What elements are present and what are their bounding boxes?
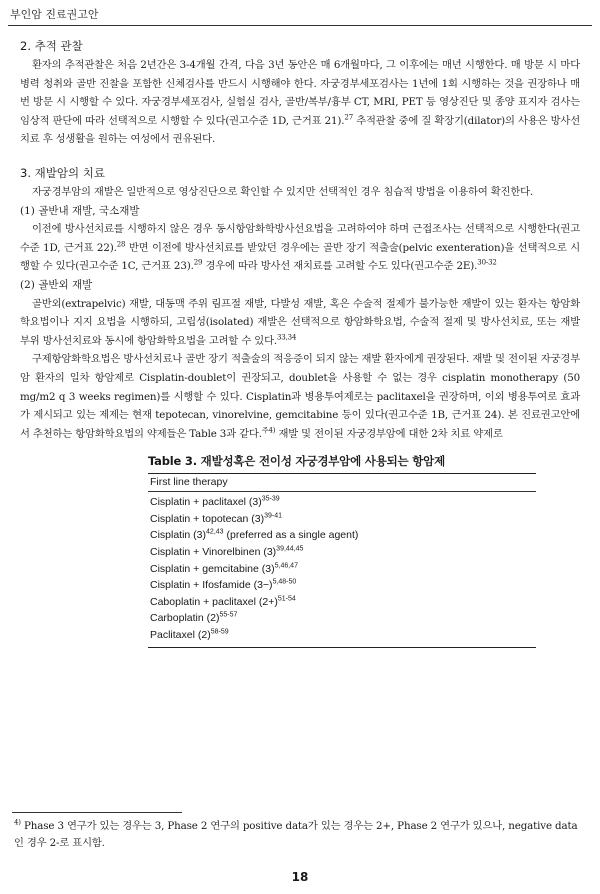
citation: 58-59 bbox=[210, 628, 229, 636]
footnote: $^{4)}$ Phase 3 연구가 있는 경우는 3, Phase 2 연구의 positive data가 있는 경우는 2+, Phase 2 연구가 있으나, negative data인 경우 2-로 표시함. bbox=[14, 818, 578, 849]
section-heading-recurrence: 3. 재발암의 치료 bbox=[20, 165, 105, 180]
section-heading-follow-up: 2. 추적 관찰 bbox=[20, 39, 83, 53]
table-caption: Table 3. 재발성혹은 전이성 자궁경부암에 사용되는 항암제 bbox=[148, 454, 445, 469]
citation: 5,46,47 bbox=[274, 562, 298, 570]
table-row bbox=[150, 494, 536, 511]
table-row bbox=[150, 561, 536, 578]
citation: 28 bbox=[116, 240, 126, 249]
citation: 42,43 bbox=[206, 528, 224, 536]
table-rule bbox=[148, 647, 536, 648]
table-row bbox=[150, 594, 536, 611]
drug-regimen: Carboplatin (2) bbox=[150, 612, 220, 625]
citation: 30-32 bbox=[477, 258, 497, 267]
header-rule bbox=[8, 25, 592, 26]
drug-regimen: Paclitaxel (2) bbox=[150, 629, 211, 642]
table-3 bbox=[148, 453, 536, 647]
table-row bbox=[150, 610, 536, 627]
body-content bbox=[20, 36, 580, 648]
citation: 55-57 bbox=[219, 611, 238, 619]
table-body bbox=[148, 492, 536, 646]
extrapelvic-paragraph: 골반외(extrapelvic) 재발, 대동맥 주위 림프절 재발, 다발성 재발, 혹은 수술적 절제가 불가능한 재발이 있는 환자는 항암화학요법이나 지지 요법을 시행하되, 고립성(isolated) 재발은 선택적으로 항암화학요법, 수술적 절제 및 방사선치료, 또는 재발 부위 방사선치료와 동시에 항암화학요법을 고려할 수 있다.$^{33,34}$ bbox=[20, 297, 580, 347]
citation: 29 bbox=[193, 258, 203, 267]
citation: 51-54 bbox=[277, 595, 296, 603]
recurrence-intro: 자궁경부암의 재발은 일반적으로 영상진단으로 확인할 수 있지만 선택적인 경우 침습적 방법을 이용하여 확진한다. bbox=[32, 185, 534, 198]
follow-up-paragraph: 환자의 추적관찰은 처음 2년간은 3-4개월 간격, 다음 3년 동안은 매 6개월마다, 그 이후에는 매년 시행한다. 매 방문 시 마다 병력 청취와 골반 진찰을 포함한 신체검사를 반드시 시행해야 한다. 자궁경부세포검사는 1년에 1회 시행하는 것을 권장하나 매번 방문 시 시행할 수 있다. 자궁경부세포검사, 실험실 검사, 골반/복부/흉부 CT, MRI, PET 등 영상진단 및 종양 표지자 검사는 임상적 판단에 따라 선택적으로 시행할 수 있다(권고수준 1D, 근거표 21).$^{27}$ 추적관찰 중에 질 확장기(dilator)의 사용은 방사선치료 후 성생활을 원하는 여성에서 권유된다. bbox=[20, 59, 580, 146]
footnote-ref: 주4) bbox=[261, 426, 276, 435]
subheading-pelvic-recurrence: (1) 골반내 재발, 국소재발 bbox=[20, 204, 140, 217]
drug-regimen: Cisplatin + Ifosfamide (3−) bbox=[150, 579, 273, 592]
drug-regimen: Caboplatin + paclitaxel (2+) bbox=[150, 595, 278, 608]
table-row bbox=[150, 577, 536, 594]
drug-regimen: Cisplatin + topotecan (3) bbox=[150, 512, 265, 525]
citation: 5,48-50 bbox=[272, 578, 297, 586]
citation: 39-41 bbox=[264, 512, 283, 520]
drug-regimen: Cisplatin + gemcitabine (3) bbox=[150, 562, 275, 575]
citation: 33,34 bbox=[276, 333, 297, 342]
page-number: 18 bbox=[291, 870, 309, 884]
drug-regimen: Cisplatin + Vinorelbinen (3) bbox=[150, 546, 277, 559]
drug-regimen: Cisplatin (3) bbox=[150, 529, 207, 542]
table-row bbox=[150, 511, 536, 528]
table-row bbox=[150, 527, 536, 544]
table-row bbox=[150, 544, 536, 561]
footnote-rule bbox=[12, 812, 182, 813]
citation: 39,44,45 bbox=[276, 545, 304, 553]
running-head: 부인암 진료권고안 bbox=[10, 8, 99, 21]
table-header: First line therapy bbox=[150, 476, 228, 489]
regimen-note: (preferred as a single agent) bbox=[223, 529, 359, 542]
subheading-extrapelvic-recurrence: (2) 골반외 재발 bbox=[20, 278, 93, 291]
footnote-marker: 4) bbox=[14, 818, 21, 827]
table-row bbox=[150, 627, 536, 644]
salvage-chemo-paragraph: 구제항암화학요법은 방사선치료나 골반 장기 적출술의 적응증이 되지 않는 재발 환자에게 권장된다. 재발 및 전이된 자궁경부암 환자의 일차 항암제로 Cisplatin-doublet이 권장되고, doublet을 사용할 수 없는 경우 cisplatin monotherapy (50 mg/m2 q 3 weeks regimen)를 시행할 수 있다. Cisplatin과 병용투여제로는 paclitaxel을 권장하며, 이외 병용투여로 효과가 제시되고 있는 제제는 현재 tepotecan, vinorelvine, gemcitabine 등이 있다(권고수준 1B, 근거표 24). 본 진료권고안에서 추천하는 항암화학요법의 약제들은 Table 3과 같다.$^{주4)}$ 재발 및 전이된 자궁경부암에 대한 2차 치료 약제로 bbox=[20, 353, 580, 440]
drug-regimen: Cisplatin + paclitaxel (3) bbox=[150, 496, 262, 509]
citation: 35-39 bbox=[261, 495, 280, 503]
citation: 27 bbox=[344, 113, 354, 122]
pelvic-recurrence-paragraph: 이전에 방사선치료를 시행하지 않은 경우 동시항암화학방사선요법을 고려하여야 하며 근접조사는 선택적으로 시행한다(권고수준 1D, 근거표 22).$^{28}$ 반면 이전에 방사선치료를 받았던 경우에는 골반 장기 적출술(pelvic exenteration)을 선택적으로 시행할 수 있다(권고수준 1C, 근거표 23).$^{29}$ 경우에 따라 방사선 재치료를 고려할 수도 있다(권고수준 2E).$^{30-32}$ bbox=[20, 223, 580, 273]
